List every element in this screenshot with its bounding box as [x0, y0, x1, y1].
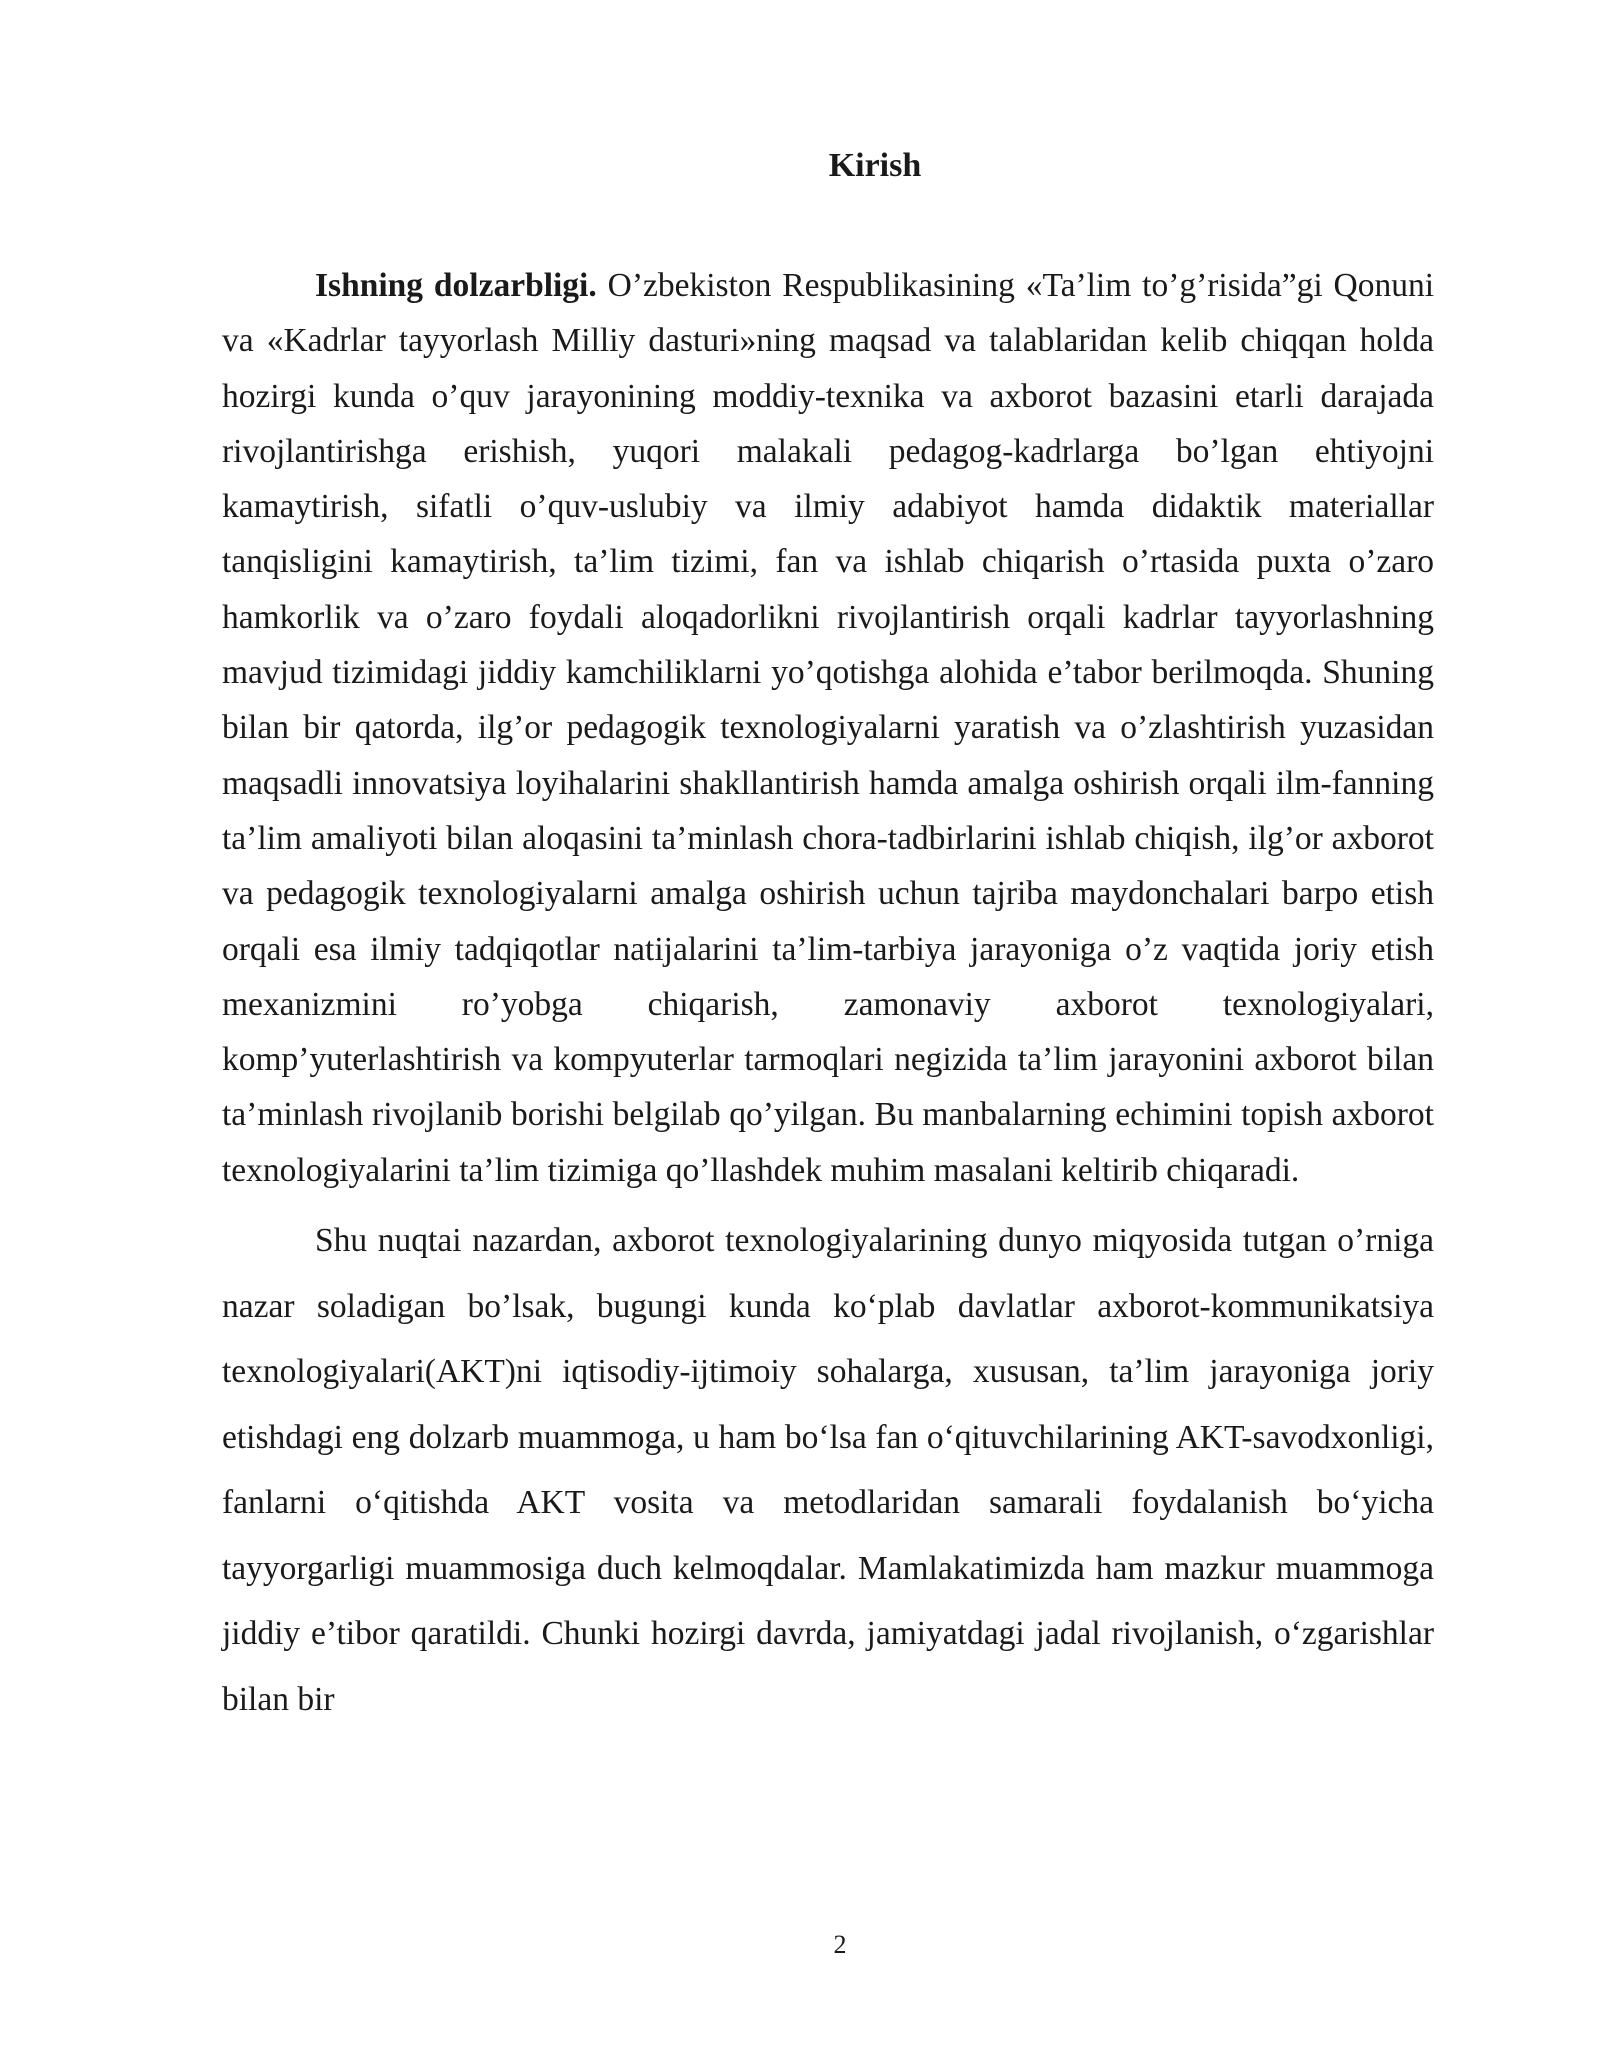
paragraph-relevance [222, 258, 1434, 1198]
section-title: Kirish [828, 147, 922, 184]
page-number: 2 [833, 1930, 847, 1959]
paragraph-text: Shu nuqtai nazardan, axborot texnologiyalarining dunyo miqyosida tutgan o’rniga nazar soladigan bo’lsak, bugungi kunda ko‘plab davlatlar axborot-kommunikatsiya texnologiyalari(AKT)ni iqtisodiy-ijtimoiy sohalarga, xususan, ta’lim jarayoniga joriy etishdagi eng dolzarb muammoga, u ham bo‘lsa fan o‘qituvchilarining AKT-savodxonligi, fanlarni o‘qitishda AKT vosita va metodlaridan samarali foydalanish bo‘yicha tayyorgarligi muammosiga duch kelmoqdalar. Mamlakatimizda ham mazkur muammoga jiddiy e’tibor qaratildi. Chunki hozirgi davrda, jamiyatdagi jadal rivojlanish, o‘zgarishlar bilan bir [222, 1222, 1434, 1718]
paragraph-lead-heading: Ishning dolzarbligi. [315, 267, 597, 304]
paragraph-ict [222, 1208, 1434, 1732]
paragraph-text: O’zbekiston Respublikasining «Ta’lim to’g’risida”gi Qonuni va «Kadrlar tayyorlash Milliy dasturi»ning maqsad va talablaridan kelib chiqqan holda hozirgi kunda o’quv jarayonining moddiy-texnika va axborot bazasini etarli darajada rivojlantirishga erishish, yuqori malakali pedagog-kadrlarga bo’lgan ehtiyojni kamaytirish, sifatli o’quv-uslubiy va ilmiy adabiyot hamda didaktik materiallar tanqisligini kamaytirish, ta’lim tizimi, fan va ishlab chiqarish o’rtasida puxta o’zaro hamkorlik va o’zaro foydali aloqadorlikni rivojlantirish orqali kadrlar tayyorlashning mavjud tizimidagi jiddiy kamchiliklarni yo’qotishga alohida e’tabor berilmoqda. Shuning bilan bir qatorda, ilg’or pedagogik texnologiyalarni yaratish va o’zlashtirish yuzasidan maqsadli innovatsiya loyihalarini shakllantirish hamda amalga oshirish orqali ilm-fanning ta’lim amaliyoti bilan aloqasini ta’minlash chora-tadbirlarini ishlab chiqish, ilg’or axborot va pedagogik texnologiyalarni amalga oshirish uchun tajriba maydonchalari barpo etish orqali esa ilmiy tadqiqotlar natijalarini ta’lim-tarbiya jarayoniga o’z vaqtida joriy etish mexanizmini ro’yobga chiqarish, zamonaviy axborot texnologiyalari, komp’yuterlashtirish va kompyuterlar tarmoqlari negizida ta’lim jarayonini axborot bilan ta’minlash rivojlanib borishi belgilab qo’yilgan. Bu manbalarning echimini topish axborot texnologiyalarini ta’lim tizimiga qo’llashdek muhim masalani keltirib chiqaradi. [222, 267, 1434, 1189]
document-body [222, 258, 1434, 1732]
